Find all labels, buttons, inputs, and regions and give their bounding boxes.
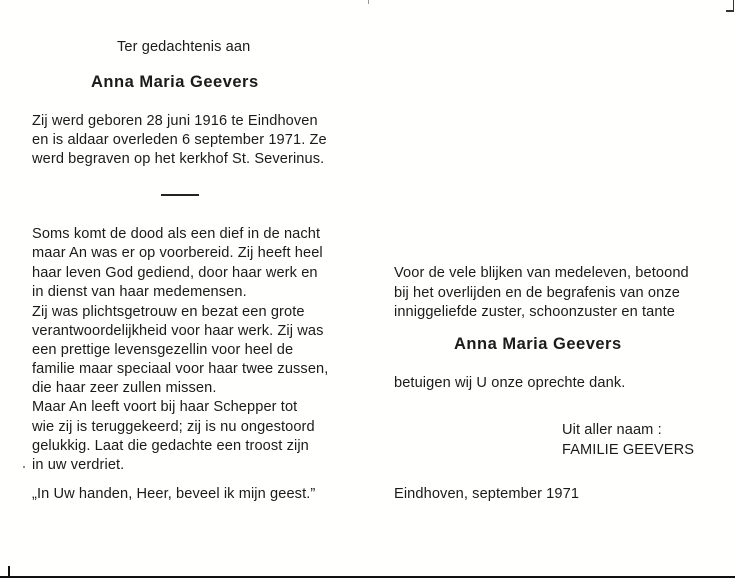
crop-mark (726, 10, 734, 12)
body-line: Zij was plichtsgetrouw en bezat een grote (32, 304, 305, 320)
body-line: gelukkig. Laat die gedachte een troost zijn (32, 438, 309, 454)
body-line: in dienst van haar medemensen. (32, 284, 247, 300)
body-line: familie maar speciaal voor haar twee zussen, (32, 361, 329, 377)
bio-line: Zij werd geboren 28 juni 1916 te Eindhoven (32, 113, 318, 129)
body-line: maar An was er op voorbereid. Zij heeft heel (32, 245, 323, 261)
gratitude-line: betuigen wij U onze oprechte dank. (394, 375, 626, 391)
deceased-name-right: Anna Maria Geevers (454, 335, 622, 353)
dedication-heading: Ter gedachtenis aan (117, 39, 251, 55)
scan-edge-tick (8, 566, 10, 578)
closing-quote: „In Uw handen, Heer, beveel ik mijn geest.” (32, 486, 316, 502)
body-line: Maar An leeft voort bij haar Schepper tot (32, 399, 298, 415)
signoff-family: FAMILIE GEEVERS (562, 442, 695, 458)
signoff-label: Uit aller naam : (562, 422, 662, 438)
body-line: haar leven God gediend, door haar werk en (32, 265, 318, 281)
bio-line: werd begraven op het kerkhof St. Severinus. (32, 151, 325, 167)
body-line: verantwoordelijkheid voor haar werk. Zij was (32, 323, 324, 339)
fold-mark (368, 0, 369, 4)
dust-speck (23, 466, 25, 468)
body-line: in uw verdriet. (32, 457, 125, 473)
bio-line: en is aldaar overleden 6 september 1971. Ze (32, 132, 327, 148)
deceased-name-left: Anna Maria Geevers (91, 73, 259, 91)
section-divider (161, 194, 199, 196)
thanks-line: Voor de vele blijken van medeleven, betoond (394, 265, 689, 281)
body-line: wie zij is teruggekeerd; zij is nu ongestoord (32, 419, 315, 435)
thanks-line: inniggeliefde zuster, schoonzuster en tante (394, 304, 675, 320)
place-date: Eindhoven, september 1971 (394, 486, 580, 502)
body-line: die haar zeer zullen missen. (32, 380, 217, 396)
body-line: een prettige levensgezellin voor heel de (32, 342, 294, 358)
thanks-line: bij het overlijden en de begrafenis van onze (394, 285, 680, 301)
body-line: Soms komt de dood als een dief in de nacht (32, 226, 321, 242)
